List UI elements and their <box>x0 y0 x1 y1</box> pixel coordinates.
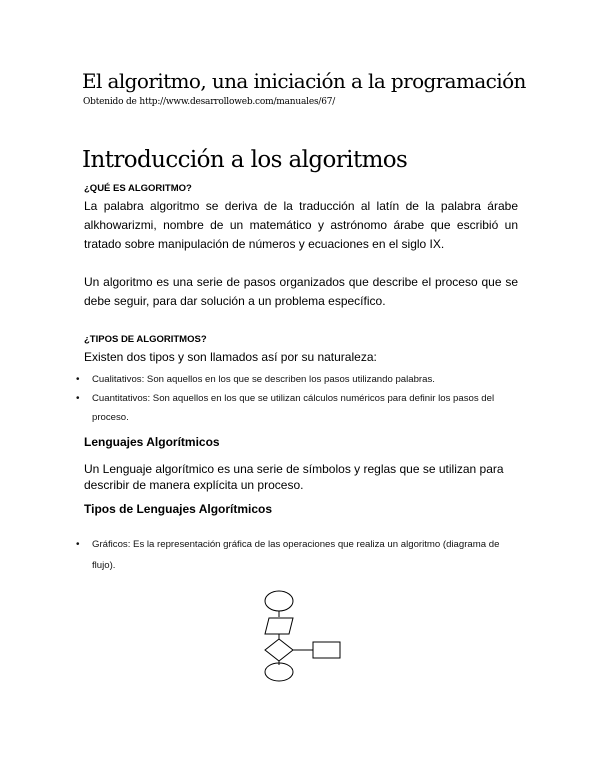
flowchart-start-oval <box>265 591 293 611</box>
list-item-text: Cualitativos: Son aquellos en los que se describen los pasos utilizando palabras. <box>92 374 435 385</box>
list-item-text: Cuantitativos: Son aquellos en los que se utilizan cálculos numéricos para definir los pasos del proceso. <box>92 393 495 423</box>
list-item <box>76 370 518 389</box>
section-title: Introducción a los algoritmos <box>82 147 408 173</box>
paragraph-algorithmic-languages: Un Lenguaje algorítmico es una serie de símbolos y reglas que se utilizan para describir de manera explícita un proceso. <box>84 462 504 492</box>
list-item <box>76 389 518 427</box>
bullet-icon: • <box>76 539 80 550</box>
list-item-text: Gráficos: Es la representación gráfica de las operaciones que realiza un algoritmo (diagrama de flujo). <box>92 539 500 571</box>
types-intro: Existen dos tipos y son llamados así por su naturaleza: <box>84 350 377 364</box>
flowchart-io-parallelogram <box>265 618 293 634</box>
heading-what-is-algorithm: ¿QUÉ ES ALGORITMO? <box>84 183 192 194</box>
flowchart-end-oval <box>265 663 293 681</box>
paragraph-definition-origin: La palabra algoritmo se deriva de la traducción al latín de la palabra árabe alkhowarizmi, nombre de un matemático y astrónomo árabe que escribió un tratado sobre manipulación de números y ecuaciones en el siglo IX. <box>84 199 518 251</box>
document-title: El algoritmo, una iniciación a la programación <box>82 69 526 93</box>
heading-algorithm-types: ¿TIPOS DE ALGORITMOS? <box>84 334 207 345</box>
heading-language-types: Tipos de Lenguajes Algorítmicos <box>84 502 273 516</box>
paragraph-definition: Un algoritmo es una serie de pasos organizados que describe el proceso que se debe seguir, para dar solución a un problema específico. <box>84 275 518 308</box>
flowchart-decision-diamond <box>265 639 293 661</box>
list-item <box>76 534 518 576</box>
flowchart-process-box <box>313 642 340 658</box>
bullet-icon: • <box>76 393 80 404</box>
flowchart-figure <box>255 583 355 683</box>
heading-algorithmic-languages: Lenguajes Algorítmicos <box>84 435 220 449</box>
bullet-icon: • <box>76 374 80 385</box>
source-line: Obtenido de http://www.desarrolloweb.com/manuales/67/ <box>83 97 336 107</box>
